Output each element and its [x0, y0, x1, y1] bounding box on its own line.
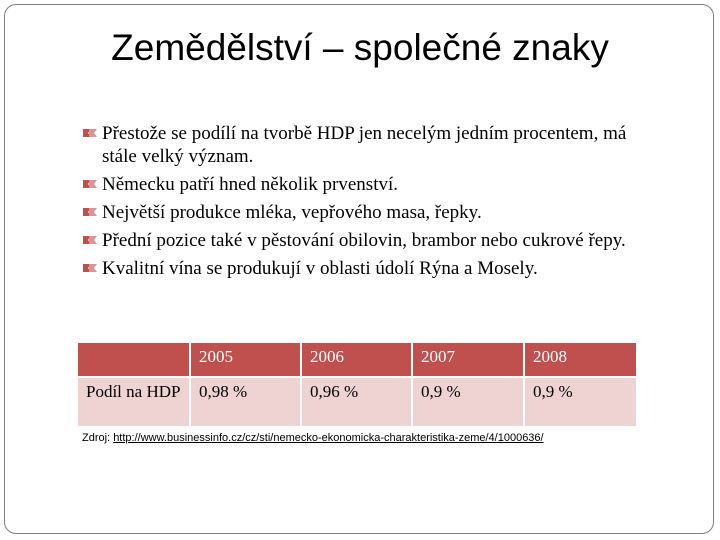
- table-header-cell: 2005: [190, 343, 301, 377]
- bullet-text: Přední pozice také v pěstování obilovin, brambor nebo cukrové řepy.: [102, 230, 626, 251]
- bullet-text: Největší produkce mléka, vepřového masa, řepky.: [102, 202, 482, 223]
- table-header-cell: 2007: [412, 343, 524, 377]
- table-row: [78, 377, 636, 426]
- table-cell: 0,96 %: [301, 377, 412, 426]
- source-link[interactable]: http://www.businessinfo.cz/cz/sti/nemecko-ekonomicka-charakteristika-zeme/4/1000636/: [113, 432, 544, 444]
- table-header-row: [78, 343, 636, 377]
- bullet-item: [82, 229, 662, 252]
- bullet-item: [82, 257, 662, 280]
- gdp-share-table: [78, 343, 636, 426]
- ribbon-bullet-icon: [82, 177, 98, 191]
- table-header-cell: [78, 343, 190, 377]
- table-header-cell: 2006: [301, 343, 412, 377]
- bullet-list: [82, 122, 662, 285]
- table-cell: 0,9 %: [524, 377, 636, 426]
- ribbon-bullet-icon: [82, 233, 98, 247]
- bullet-item: [82, 122, 662, 168]
- ribbon-bullet-icon: [82, 126, 98, 140]
- row-label-cell: Podíl na HDP: [78, 377, 190, 426]
- bullet-item: [82, 173, 662, 196]
- bullet-item: [82, 201, 662, 224]
- source-note: [82, 432, 544, 444]
- ribbon-bullet-icon: [82, 205, 98, 219]
- table-cell: 0,9 %: [412, 377, 524, 426]
- slide-title: Zemědělství – společné znaky: [111, 27, 609, 68]
- table-header-cell: 2008: [524, 343, 636, 377]
- table-cell: 0,98 %: [190, 377, 301, 426]
- bullet-text: Kvalitní vína se produkují v oblasti údolí Rýna a Mosely.: [102, 258, 538, 279]
- source-prefix: Zdroj:: [82, 432, 114, 444]
- bullet-text: Německu patří hned několik prvenství.: [102, 174, 399, 195]
- ribbon-bullet-icon: [82, 261, 98, 275]
- bullet-text: Přestože se podílí na tvorbě HDP jen necelým jedním procentem, má stále velký význam.: [102, 123, 627, 167]
